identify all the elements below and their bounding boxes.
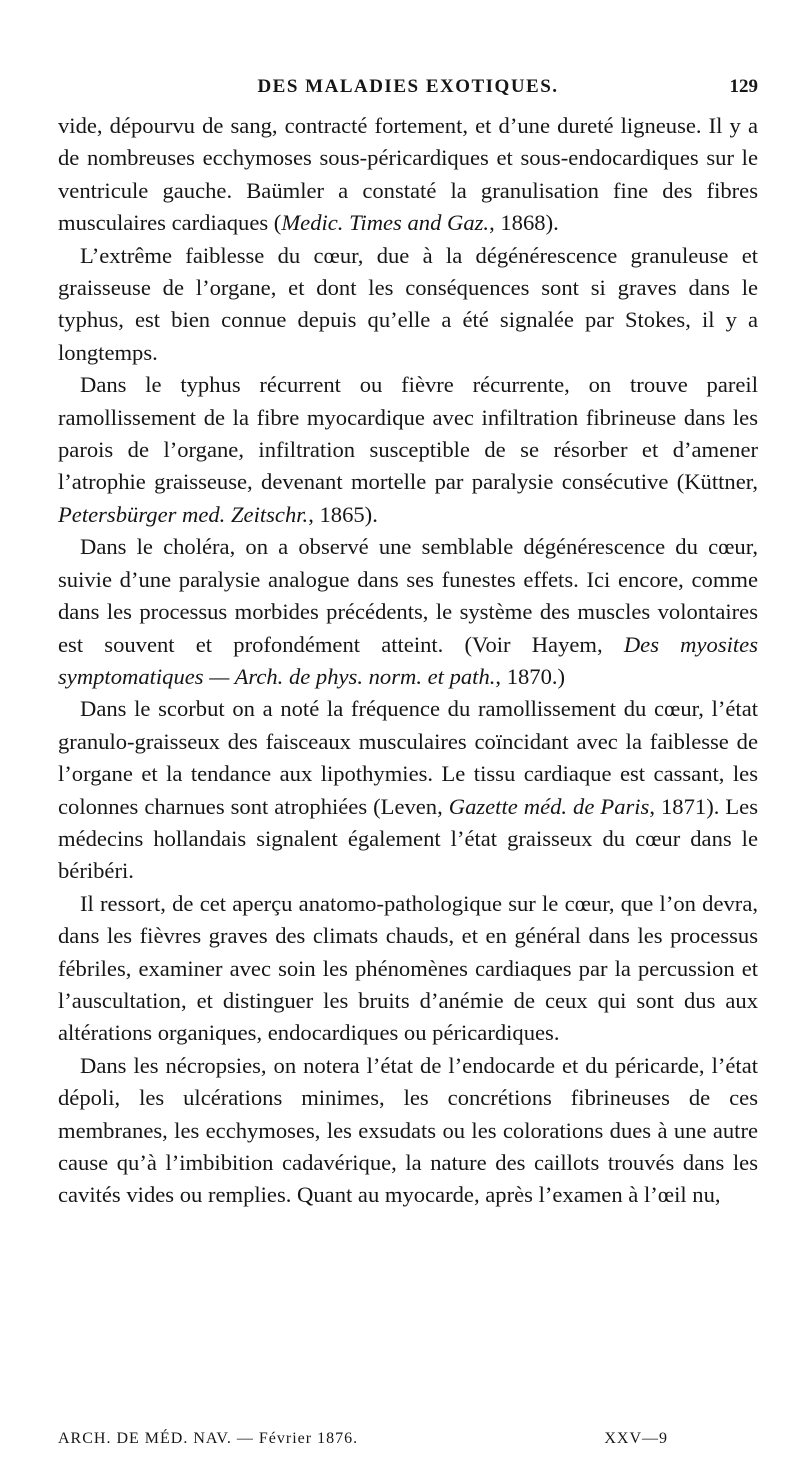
text-segment: Il ressort, de cet aperçu anatomo-pathologique sur le cœur, que l’on devra, dans les fièvres graves des climats chauds, et en général dans les processus fébriles, examiner avec soin les phénomènes cardiaques par la percussion et l’auscultation, et distinguer les bruits d’anémie de ceux qui sont dus aux altérations organiques, endocardiques ou péricardiques. <box>58 890 758 1046</box>
text-segment: vide, dépourvu de sang, contracté fortement, et d’une dureté ligneuse. Il y a de nombreuses ecchymoses sous-péricardiques et sous-endocardiques sur le ventricule gauche. Baümler a constaté la granulisation fine des fibres musculaires cardiaques ( <box>58 113 758 236</box>
paragraph-6 <box>58 888 758 1050</box>
paragraph-2 <box>58 240 758 370</box>
citation-title: Des myosites symptomatiques — Arch. de phys. norm. et path. <box>58 631 758 689</box>
text-segment: Dans les nécropsies, on notera l’état de l’endocarde et du péricarde, l’état dépoli, les ulcérations minimes, les concrétions fibrineuses de ces membranes, les ecchymoses, les exsudats ou les colorations dues à une autre cause qu’à l’imbibition cadavérique, la nature des caillots trouvés dans les cavités vides ou remplies. Quant au myocarde, après l’examen à l’œil nu, <box>58 1052 758 1208</box>
text-segment: , 1865). <box>308 501 378 527</box>
text-segment: L’extrême faiblesse du cœur, due à la dégénérescence granuleuse et graisseuse de l’organe, et dont les conséquences sont si graves dans le typhus, est bien connue depuis qu’elle a été signalée par Stokes, il y a longtemps. <box>58 242 758 365</box>
paragraph-7 <box>58 1050 758 1212</box>
signature-mark: XXV—9 <box>604 1430 668 1447</box>
text-segment: , 1870.) <box>495 663 566 689</box>
page-number: 129 <box>729 76 758 97</box>
citation-title: Petersbürger med. Zeitschr. <box>58 501 309 527</box>
text-segment: , 1871). Les médecins hollandais signalent également l’état graisseux du cœur dans le béribéri. <box>58 793 758 884</box>
citation-title: Gazette méd. de Paris <box>448 793 650 819</box>
text-segment: Dans le scorbut on a noté la fréquence du ramollissement du cœur, l’état granulo-graisseux des faisceaux musculaires coïncidant avec la faiblesse de l’organe et la tendance aux lipothymies. Le tissu cardiaque est cassant, les colonnes charnues sont atrophiées (Leven, <box>58 696 758 819</box>
text-segment: Dans le typhus récurrent ou fièvre récurrente, on trouve pareil ramollissement de la fibre myocardique avec infiltration fibrineuse dans les parois de l’organe, infiltration susceptible de se résorber et d’amener l’atrophie graisseuse, devenant mortelle par paralysie consécutive (Küttner, <box>58 372 758 495</box>
citation-title: Medic. Times and Gaz. <box>281 210 490 236</box>
paragraph-1 <box>58 110 758 240</box>
journal-reference: ARCH. DE MÉD. NAV. — Février 1876. <box>58 1430 359 1447</box>
page-footer <box>58 1430 758 1454</box>
running-header <box>58 70 758 110</box>
body-text <box>58 110 758 1212</box>
running-title: DES MALADIES EXOTIQUES. <box>257 76 559 97</box>
text-segment: Dans le choléra, on a observé une semblable dégénérescence du cœur, suivie d’une paralysie analogue dans ses funestes effets. Ici encore, comme dans les processus morbides précédents, le système des muscles volontaires est souvent et profondément atteint. (Voir Hayem, <box>58 534 758 657</box>
paragraph-5 <box>58 693 758 887</box>
paragraph-3 <box>58 369 758 531</box>
paragraph-4 <box>58 531 758 693</box>
page <box>58 70 758 1212</box>
text-segment: , 1868). <box>489 210 559 236</box>
